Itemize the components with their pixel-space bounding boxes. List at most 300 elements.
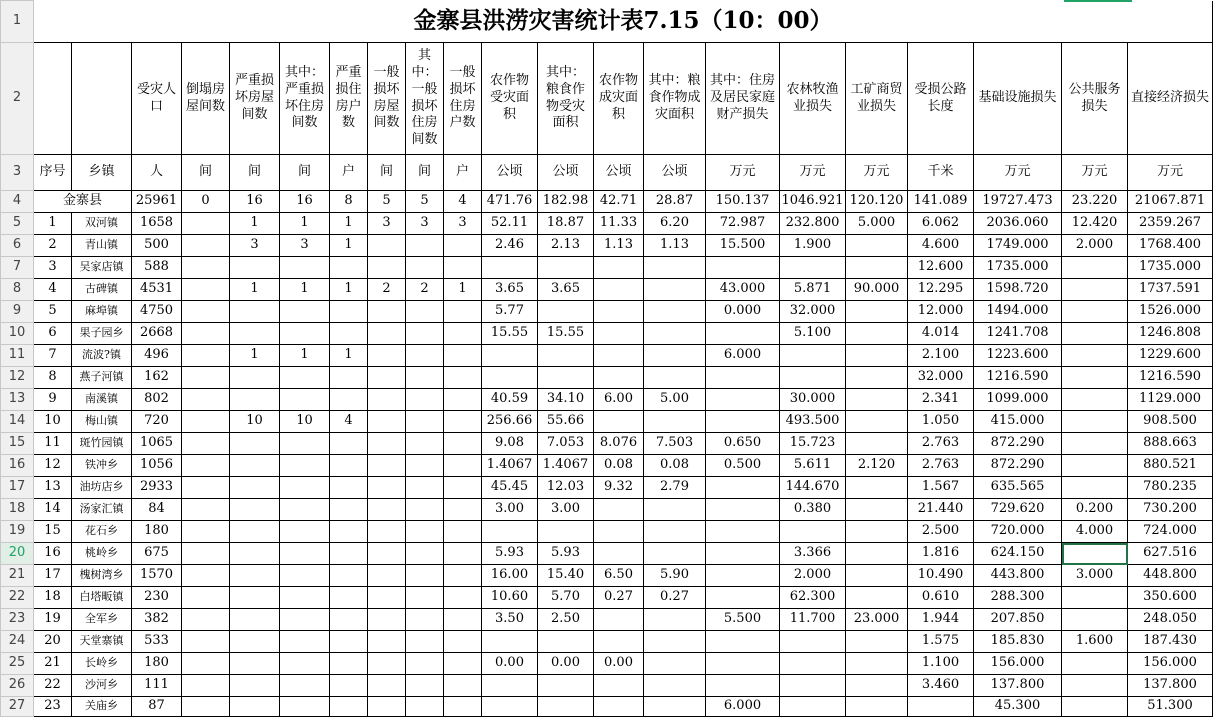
data-cell[interactable]: 2 (406, 279, 444, 301)
data-cell[interactable] (182, 279, 230, 301)
column-header[interactable]: 公共服务损失 (1062, 43, 1128, 155)
row-header[interactable]: 3 (1, 155, 34, 191)
total-cell[interactable]: 471.76 (482, 191, 538, 213)
data-cell[interactable]: 5.93 (538, 543, 594, 565)
data-cell[interactable] (182, 433, 230, 455)
data-cell[interactable]: 4.014 (908, 323, 974, 345)
data-cell[interactable] (644, 323, 706, 345)
town-cell[interactable]: 吴家店镇 (72, 257, 132, 279)
data-cell[interactable] (644, 653, 706, 675)
unit-cell[interactable]: 公顷 (644, 155, 706, 191)
data-cell[interactable] (230, 367, 280, 389)
data-cell[interactable] (182, 213, 230, 235)
total-cell[interactable]: 23.220 (1062, 191, 1128, 213)
town-cell[interactable]: 汤家汇镇 (72, 499, 132, 521)
column-header[interactable]: 受灾人口 (132, 43, 182, 155)
data-cell[interactable]: 1223.600 (974, 345, 1062, 367)
data-cell[interactable]: 11.33 (594, 213, 644, 235)
data-cell[interactable]: 675 (132, 543, 182, 565)
data-cell[interactable]: 4.600 (908, 235, 974, 257)
data-cell[interactable] (182, 411, 230, 433)
town-cell[interactable]: 花石乡 (72, 521, 132, 543)
data-cell[interactable] (230, 389, 280, 411)
data-cell[interactable] (482, 367, 538, 389)
data-cell[interactable] (846, 301, 908, 323)
total-cell[interactable]: 21067.871 (1128, 191, 1213, 213)
seq-cell[interactable]: 18 (34, 587, 72, 609)
unit-cell[interactable]: 公顷 (482, 155, 538, 191)
data-cell[interactable] (1062, 389, 1128, 411)
data-cell[interactable]: 187.430 (1128, 631, 1213, 653)
column-header[interactable]: 严重损坏房屋间数 (230, 43, 280, 155)
data-cell[interactable] (846, 499, 908, 521)
data-cell[interactable]: 137.800 (1128, 675, 1213, 697)
data-cell[interactable]: 1.13 (644, 235, 706, 257)
data-cell[interactable] (706, 565, 780, 587)
column-header[interactable]: 直接经济损失 (1128, 43, 1213, 155)
data-cell[interactable] (330, 323, 368, 345)
data-cell[interactable]: 1229.600 (1128, 345, 1213, 367)
data-cell[interactable]: 0.00 (482, 653, 538, 675)
seq-cell[interactable]: 10 (34, 411, 72, 433)
town-cell[interactable]: 青山镇 (72, 235, 132, 257)
row-header[interactable]: 5 (1, 213, 34, 235)
data-cell[interactable] (330, 697, 368, 717)
data-cell[interactable]: 1526.000 (1128, 301, 1213, 323)
seq-cell[interactable]: 3 (34, 257, 72, 279)
column-header[interactable]: 严重损住房户数 (330, 43, 368, 155)
row-header[interactable]: 1 (1, 1, 34, 43)
data-cell[interactable] (330, 367, 368, 389)
data-cell[interactable] (368, 521, 406, 543)
data-cell[interactable] (368, 543, 406, 565)
column-header[interactable]: 其中：粮食作物受灾面积 (538, 43, 594, 155)
data-cell[interactable] (182, 653, 230, 675)
data-cell[interactable]: 5.77 (482, 301, 538, 323)
data-cell[interactable] (368, 411, 406, 433)
data-cell[interactable] (230, 609, 280, 631)
data-cell[interactable] (644, 411, 706, 433)
data-cell[interactable]: 2.763 (908, 433, 974, 455)
total-cell[interactable]: 42.71 (594, 191, 644, 213)
data-cell[interactable]: 156.000 (974, 653, 1062, 675)
data-cell[interactable] (644, 301, 706, 323)
data-cell[interactable] (780, 521, 846, 543)
data-cell[interactable] (182, 477, 230, 499)
data-cell[interactable]: 7.053 (538, 433, 594, 455)
data-cell[interactable] (368, 301, 406, 323)
data-cell[interactable] (1062, 345, 1128, 367)
data-cell[interactable]: 90.000 (846, 279, 908, 301)
data-cell[interactable] (230, 323, 280, 345)
data-cell[interactable] (368, 345, 406, 367)
data-cell[interactable] (780, 345, 846, 367)
data-cell[interactable] (444, 653, 482, 675)
data-cell[interactable] (444, 301, 482, 323)
data-cell[interactable] (444, 543, 482, 565)
data-cell[interactable] (280, 565, 330, 587)
data-cell[interactable]: 162 (132, 367, 182, 389)
data-cell[interactable]: 144.670 (780, 477, 846, 499)
town-cell[interactable]: 长岭乡 (72, 653, 132, 675)
data-cell[interactable]: 2.46 (482, 235, 538, 257)
data-cell[interactable]: 2359.267 (1128, 213, 1213, 235)
data-cell[interactable] (1062, 301, 1128, 323)
data-cell[interactable] (406, 587, 444, 609)
data-cell[interactable]: 6.50 (594, 565, 644, 587)
data-cell[interactable] (1062, 279, 1128, 301)
data-cell[interactable] (368, 565, 406, 587)
town-cell[interactable]: 流波?镇 (72, 345, 132, 367)
data-cell[interactable] (182, 609, 230, 631)
seq-cell[interactable]: 8 (34, 367, 72, 389)
data-cell[interactable] (368, 477, 406, 499)
data-cell[interactable] (594, 675, 644, 697)
total-cell[interactable]: 5 (368, 191, 406, 213)
data-cell[interactable] (406, 455, 444, 477)
data-cell[interactable]: 2.50 (538, 609, 594, 631)
total-cell[interactable]: 182.98 (538, 191, 594, 213)
data-cell[interactable]: 288.300 (974, 587, 1062, 609)
data-cell[interactable] (780, 697, 846, 717)
data-cell[interactable] (280, 433, 330, 455)
data-cell[interactable] (1062, 587, 1128, 609)
data-cell[interactable]: 1735.000 (974, 257, 1062, 279)
data-cell[interactable]: 415.000 (974, 411, 1062, 433)
data-cell[interactable] (406, 433, 444, 455)
data-cell[interactable]: 0.650 (706, 433, 780, 455)
data-cell[interactable] (230, 631, 280, 653)
data-cell[interactable] (444, 323, 482, 345)
data-cell[interactable] (182, 323, 230, 345)
data-cell[interactable]: 3.50 (482, 609, 538, 631)
town-cell[interactable]: 槐树湾乡 (72, 565, 132, 587)
data-cell[interactable]: 1 (280, 345, 330, 367)
data-cell[interactable]: 2036.060 (974, 213, 1062, 235)
data-cell[interactable]: 0.000 (706, 301, 780, 323)
seq-cell[interactable]: 14 (34, 499, 72, 521)
data-cell[interactable]: 30.000 (780, 389, 846, 411)
data-cell[interactable]: 8.076 (594, 433, 644, 455)
total-cell[interactable]: 4 (444, 191, 482, 213)
data-cell[interactable]: 6.00 (594, 389, 644, 411)
data-cell[interactable] (538, 631, 594, 653)
data-cell[interactable] (538, 257, 594, 279)
data-cell[interactable]: 1 (280, 279, 330, 301)
row-header[interactable]: 17 (1, 477, 34, 499)
data-cell[interactable]: 84 (132, 499, 182, 521)
data-cell[interactable]: 802 (132, 389, 182, 411)
data-cell[interactable]: 3.460 (908, 675, 974, 697)
data-cell[interactable] (280, 521, 330, 543)
data-cell[interactable] (368, 455, 406, 477)
data-cell[interactable] (538, 521, 594, 543)
total-cell[interactable]: 141.089 (908, 191, 974, 213)
data-cell[interactable]: 1241.708 (974, 323, 1062, 345)
data-cell[interactable] (368, 697, 406, 717)
seq-cell[interactable]: 6 (34, 323, 72, 345)
data-cell[interactable] (406, 653, 444, 675)
row-header[interactable]: 20 (1, 543, 34, 565)
data-cell[interactable]: 62.300 (780, 587, 846, 609)
data-cell[interactable]: 1.567 (908, 477, 974, 499)
data-cell[interactable] (406, 301, 444, 323)
data-cell[interactable]: 0.500 (706, 455, 780, 477)
data-cell[interactable] (644, 345, 706, 367)
seq-cell[interactable]: 12 (34, 455, 72, 477)
town-cell[interactable]: 桃岭乡 (72, 543, 132, 565)
data-cell[interactable]: 1 (444, 279, 482, 301)
data-cell[interactable] (846, 433, 908, 455)
data-cell[interactable]: 5.70 (538, 587, 594, 609)
data-cell[interactable] (368, 653, 406, 675)
data-cell[interactable] (482, 697, 538, 717)
data-cell[interactable] (846, 521, 908, 543)
data-cell[interactable] (644, 631, 706, 653)
row-header[interactable]: 6 (1, 235, 34, 257)
row-header[interactable]: 7 (1, 257, 34, 279)
data-cell[interactable] (330, 257, 368, 279)
data-cell[interactable]: 0.27 (644, 587, 706, 609)
data-cell[interactable]: 5.500 (706, 609, 780, 631)
data-cell[interactable] (330, 675, 368, 697)
row-header[interactable]: 12 (1, 367, 34, 389)
data-cell[interactable]: 3 (280, 235, 330, 257)
total-cell[interactable]: 16 (280, 191, 330, 213)
data-cell[interactable] (230, 521, 280, 543)
data-cell[interactable] (230, 565, 280, 587)
unit-cell[interactable]: 万元 (846, 155, 908, 191)
data-cell[interactable]: 872.290 (974, 433, 1062, 455)
data-cell[interactable]: 1.600 (1062, 631, 1128, 653)
data-cell[interactable] (538, 301, 594, 323)
data-cell[interactable]: 1749.000 (974, 235, 1062, 257)
data-cell[interactable] (538, 675, 594, 697)
row-header[interactable]: 14 (1, 411, 34, 433)
data-cell[interactable] (1062, 609, 1128, 631)
data-cell[interactable] (846, 697, 908, 717)
column-header[interactable]: 其中：一般损坏住房间数 (406, 43, 444, 155)
data-cell[interactable] (330, 653, 368, 675)
data-cell[interactable] (444, 367, 482, 389)
data-cell[interactable]: 4 (330, 411, 368, 433)
unit-cell[interactable]: 万元 (706, 155, 780, 191)
data-cell[interactable]: 230 (132, 587, 182, 609)
seq-cell[interactable]: 7 (34, 345, 72, 367)
data-cell[interactable] (846, 587, 908, 609)
row-header[interactable]: 26 (1, 675, 34, 697)
seq-cell[interactable]: 23 (34, 697, 72, 717)
data-cell[interactable] (182, 675, 230, 697)
selected-cell[interactable] (1062, 543, 1128, 565)
unit-cell[interactable]: 间 (280, 155, 330, 191)
data-cell[interactable] (846, 411, 908, 433)
data-cell[interactable] (406, 257, 444, 279)
data-cell[interactable]: 12.295 (908, 279, 974, 301)
data-cell[interactable]: 1 (330, 345, 368, 367)
data-cell[interactable]: 1735.000 (1128, 257, 1213, 279)
data-cell[interactable] (406, 565, 444, 587)
sheet-title[interactable]: 金寨县洪涝灾害统计表7.15（10：00） (34, 1, 1213, 43)
data-cell[interactable] (406, 675, 444, 697)
seq-cell[interactable]: 20 (34, 631, 72, 653)
data-cell[interactable] (644, 543, 706, 565)
data-cell[interactable] (406, 499, 444, 521)
data-cell[interactable] (330, 301, 368, 323)
data-cell[interactable] (330, 587, 368, 609)
data-cell[interactable] (594, 257, 644, 279)
data-cell[interactable]: 5.611 (780, 455, 846, 477)
data-cell[interactable] (594, 543, 644, 565)
data-cell[interactable] (1062, 697, 1128, 717)
data-cell[interactable]: 185.830 (974, 631, 1062, 653)
data-cell[interactable] (444, 433, 482, 455)
data-cell[interactable] (846, 367, 908, 389)
data-cell[interactable] (330, 543, 368, 565)
data-cell[interactable]: 1570 (132, 565, 182, 587)
data-cell[interactable] (280, 675, 330, 697)
data-cell[interactable]: 12.000 (908, 301, 974, 323)
row-header[interactable]: 2 (1, 43, 34, 155)
data-cell[interactable]: 2.79 (644, 477, 706, 499)
row-header[interactable]: 13 (1, 389, 34, 411)
town-cell[interactable]: 天堂寨镇 (72, 631, 132, 653)
data-cell[interactable]: 0.27 (594, 587, 644, 609)
data-cell[interactable] (280, 367, 330, 389)
data-cell[interactable] (706, 477, 780, 499)
data-cell[interactable]: 1 (230, 345, 280, 367)
data-cell[interactable]: 1.4067 (482, 455, 538, 477)
total-cell[interactable]: 28.87 (644, 191, 706, 213)
data-cell[interactable] (368, 389, 406, 411)
town-cell[interactable]: 油坊店乡 (72, 477, 132, 499)
data-cell[interactable] (846, 477, 908, 499)
data-cell[interactable] (406, 521, 444, 543)
town-cell[interactable]: 梅山镇 (72, 411, 132, 433)
data-cell[interactable] (182, 367, 230, 389)
data-cell[interactable] (368, 257, 406, 279)
data-cell[interactable] (706, 389, 780, 411)
data-cell[interactable]: 1056 (132, 455, 182, 477)
data-cell[interactable] (230, 675, 280, 697)
data-cell[interactable]: 10.490 (908, 565, 974, 587)
data-cell[interactable] (780, 653, 846, 675)
data-cell[interactable] (230, 455, 280, 477)
data-cell[interactable] (368, 587, 406, 609)
data-cell[interactable]: 12.600 (908, 257, 974, 279)
data-cell[interactable] (706, 631, 780, 653)
data-cell[interactable]: 1.944 (908, 609, 974, 631)
data-cell[interactable]: 180 (132, 653, 182, 675)
data-cell[interactable]: 1658 (132, 213, 182, 235)
total-cell[interactable]: 1046.921 (780, 191, 846, 213)
seq-cell[interactable]: 21 (34, 653, 72, 675)
unit-cell[interactable]: 公顷 (538, 155, 594, 191)
column-header[interactable]: 工矿商贸业损失 (846, 43, 908, 155)
data-cell[interactable]: 1768.400 (1128, 235, 1213, 257)
data-cell[interactable]: 2.100 (908, 345, 974, 367)
row-header[interactable]: 22 (1, 587, 34, 609)
town-cell[interactable]: 斑竹园镇 (72, 433, 132, 455)
data-cell[interactable] (1062, 675, 1128, 697)
data-cell[interactable] (406, 477, 444, 499)
data-cell[interactable] (594, 345, 644, 367)
data-cell[interactable]: 5.100 (780, 323, 846, 345)
data-cell[interactable] (482, 257, 538, 279)
data-cell[interactable] (280, 257, 330, 279)
data-cell[interactable]: 0.08 (644, 455, 706, 477)
data-cell[interactable]: 32.000 (780, 301, 846, 323)
data-cell[interactable] (846, 235, 908, 257)
data-cell[interactable]: 0.00 (538, 653, 594, 675)
data-cell[interactable]: 15.723 (780, 433, 846, 455)
data-cell[interactable]: 880.521 (1128, 455, 1213, 477)
data-cell[interactable] (1062, 411, 1128, 433)
data-cell[interactable] (444, 521, 482, 543)
data-cell[interactable] (644, 257, 706, 279)
row-header[interactable]: 11 (1, 345, 34, 367)
data-cell[interactable]: 0.380 (780, 499, 846, 521)
data-cell[interactable] (280, 323, 330, 345)
data-cell[interactable]: 533 (132, 631, 182, 653)
data-cell[interactable] (280, 609, 330, 631)
data-cell[interactable]: 3 (406, 213, 444, 235)
data-cell[interactable] (846, 675, 908, 697)
data-cell[interactable]: 4531 (132, 279, 182, 301)
data-cell[interactable]: 6.062 (908, 213, 974, 235)
data-cell[interactable] (230, 499, 280, 521)
data-cell[interactable] (706, 653, 780, 675)
data-cell[interactable] (594, 411, 644, 433)
data-cell[interactable] (406, 543, 444, 565)
data-cell[interactable]: 720.000 (974, 521, 1062, 543)
data-cell[interactable]: 0.200 (1062, 499, 1128, 521)
unit-cell[interactable]: 万元 (1062, 155, 1128, 191)
data-cell[interactable]: 780.235 (1128, 477, 1213, 499)
seq-cell[interactable]: 9 (34, 389, 72, 411)
data-cell[interactable] (780, 257, 846, 279)
data-cell[interactable] (846, 631, 908, 653)
data-cell[interactable]: 588 (132, 257, 182, 279)
data-cell[interactable]: 4750 (132, 301, 182, 323)
data-cell[interactable] (706, 499, 780, 521)
data-cell[interactable]: 1099.000 (974, 389, 1062, 411)
town-cell[interactable]: 白塔畈镇 (72, 587, 132, 609)
data-cell[interactable] (368, 631, 406, 653)
data-cell[interactable]: 2.000 (1062, 235, 1128, 257)
data-cell[interactable]: 15.500 (706, 235, 780, 257)
data-cell[interactable]: 9.32 (594, 477, 644, 499)
data-cell[interactable] (406, 367, 444, 389)
data-cell[interactable] (594, 521, 644, 543)
column-header[interactable]: 其中：严重损坏住房间数 (280, 43, 330, 155)
data-cell[interactable] (444, 565, 482, 587)
data-cell[interactable]: 12.420 (1062, 213, 1128, 235)
data-cell[interactable] (330, 565, 368, 587)
data-cell[interactable]: 1.575 (908, 631, 974, 653)
data-cell[interactable] (444, 345, 482, 367)
data-cell[interactable]: 0.610 (908, 587, 974, 609)
data-cell[interactable]: 382 (132, 609, 182, 631)
data-cell[interactable]: 5.871 (780, 279, 846, 301)
data-cell[interactable] (706, 323, 780, 345)
unit-cell[interactable]: 间 (182, 155, 230, 191)
data-cell[interactable] (444, 235, 482, 257)
seq-cell[interactable]: 11 (34, 433, 72, 455)
data-cell[interactable]: 6.000 (706, 697, 780, 717)
town-cell[interactable]: 麻埠镇 (72, 301, 132, 323)
data-cell[interactable] (230, 543, 280, 565)
